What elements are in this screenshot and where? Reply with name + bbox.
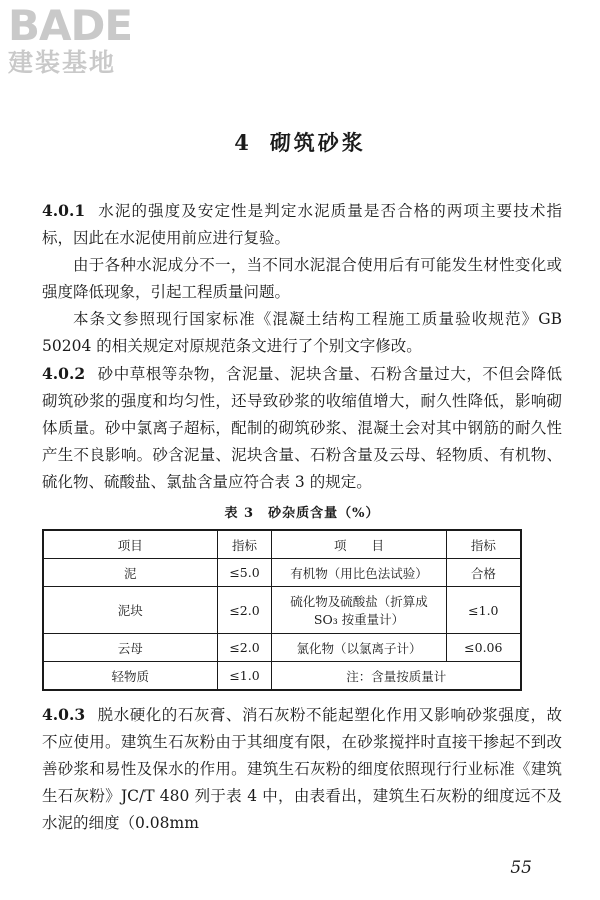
chapter-heading [0,127,600,157]
paragraph-cement-mixing [42,252,562,306]
clause-number: 4.0.2 [42,364,86,383]
table-cell: 泥 [43,559,217,587]
sand-impurity-table [42,529,522,691]
table-row [43,559,521,587]
logo-subtitle: 建装基地 [8,48,117,77]
table-row [43,587,521,634]
page-body [42,197,562,837]
chapter-title: 砌筑砂浆 [269,130,366,155]
table-cell: 云母 [43,634,217,662]
table-cell: 有机物（用比色法试验） [272,559,446,587]
chapter-number: 4 [234,130,252,155]
table-cell: ≤0.06 [446,634,521,662]
table-row [43,662,521,691]
table-row [43,634,521,662]
paragraph-4-0-3 [42,701,562,837]
paragraph-reference-standard [42,306,562,360]
table-header-row [43,530,521,559]
table-header-cell: 指标 [217,530,272,559]
table-header-cell: 指标 [446,530,521,559]
table-header-cell: 项目 [43,530,217,559]
paragraph-text: 砂中草根等杂物，含泥量、泥块含量、石粉含量过大，不但会降低砌筑砂浆的强度和均匀性，还导致砂浆的收缩值增大，耐久性降低，影响砌体质量。砂中氯离子超标，配制的砌筑砂浆、混凝土会对其中钢筋的耐久性产生不良影响。砂含泥量、泥块含量、石粉含量及云母、轻物质、有机物、硫化物、硫酸盐、氯盐含量应符合表 3 的规定。 [42,365,562,491]
paragraph-text: 脱水硬化的石灰膏、消石灰粉不能起塑化作用又影响砂浆强度，故不应使用。建筑生石灰粉由于其细度有限，在砂浆搅拌时直接干掺起不到改善砂浆和易性及保水的作用。建筑生石灰粉的细度依照现行行业标准《建筑生石灰粉》JC/T 480 列于表 4 中，由表看出，建筑生石灰粉的细度远不及水泥的细度（0.08mm [42,706,562,832]
table-header-cell: 项 目 [272,530,446,559]
page-number: 55 [510,858,532,878]
paragraph-4-0-1 [42,197,562,252]
table-cell: ≤5.0 [217,559,272,587]
table-cell: 硫化物及硫酸盐（折算成 SO₃ 按重量计） [272,587,446,634]
paragraph-4-0-2 [42,360,562,496]
table-note: 注：含量按质量计 [272,662,521,691]
paragraph-text: 水泥的强度及安定性是判定水泥质量是否合格的两项主要技术指标，因此在水泥使用前应进行复验。 [42,202,562,247]
logo-wordmark: BADE [8,1,133,50]
publisher-logo [8,1,178,94]
table-cell: 泥块 [43,587,217,634]
table-cell: 氯化物（以氯离子计） [272,634,446,662]
paragraph-text: 本条文参照现行国家标准《混凝土结构工程施工质量验收规范》GB 50204 的相关规定对原规范条文进行了个别文字修改。 [42,310,562,355]
table-cell: 轻物质 [43,662,217,691]
table-cell: ≤2.0 [217,587,272,634]
table-cell: ≤2.0 [217,634,272,662]
paragraph-text: 由于各种水泥成分不一，当不同水泥混合使用后有可能发生材性变化或强度降低现象，引起工程质量问题。 [42,256,562,301]
clause-number: 4.0.1 [42,201,86,220]
clause-number: 4.0.3 [42,705,86,724]
table-cell: ≤1.0 [217,662,272,691]
table-caption: 表 3 砂杂质含量（%） [224,506,380,521]
table-cell: 合格 [446,559,521,587]
table-cell: ≤1.0 [446,587,521,634]
